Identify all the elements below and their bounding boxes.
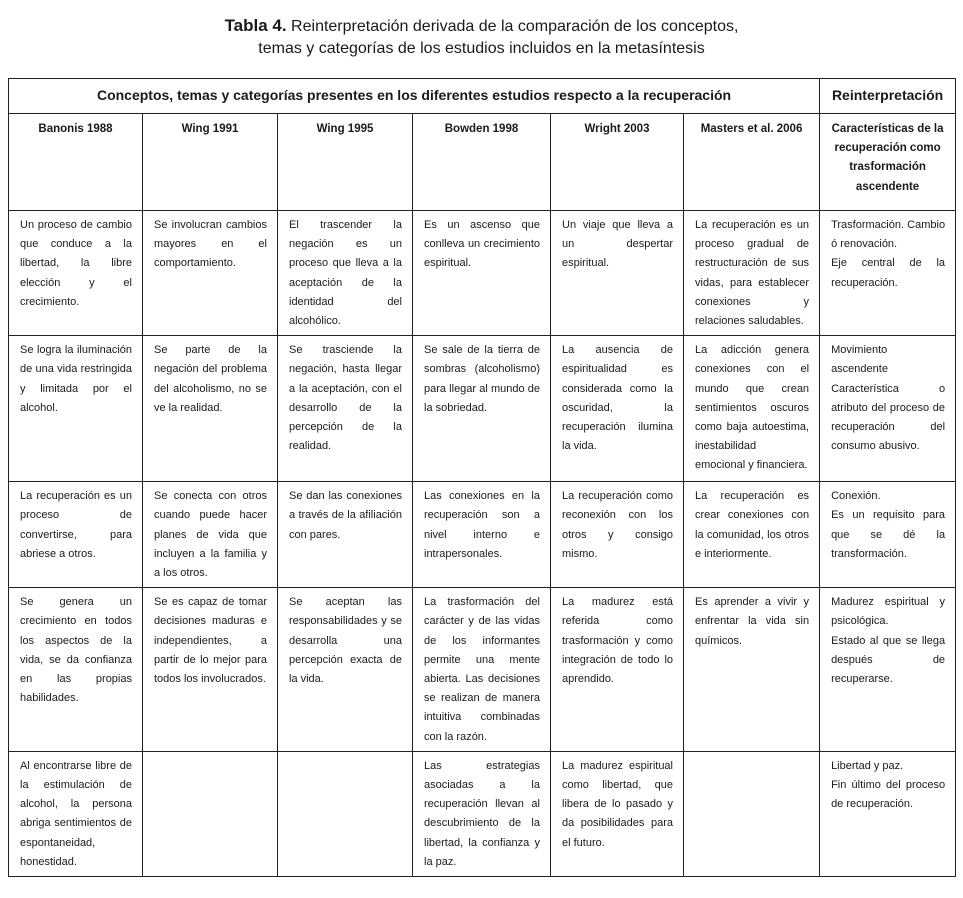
table-cell: La adicción genera conexiones con el mundo que crean sentimientos oscuros como baja autoestima, inestabilidad emocional y financiera. [684,336,820,482]
caption-label: Tabla 4. [224,16,287,35]
reinterpretation-cell [820,211,956,336]
table-row [9,482,956,588]
table-cell: La recuperación es un proceso de convertirse, para abriese a otros. [9,482,143,588]
column-header: Wing 1995 [278,114,413,211]
table-cell: Se sale de la tierra de sombras (alcoholismo) para llegar al mundo de la sobriedad. [413,336,551,482]
reinterpretation-category: Madurez espiritual y psicológica. [831,596,946,628]
table-cell: La recuperación es crear conexiones con la comunidad, los otros e interiormente. [684,482,820,588]
table-cell: La ausencia de espiritualidad es considerada como la oscuridad, la recuperación ilumina la vida. [551,336,684,482]
caption-line-2: temas y categorías de los estudios incluidos en la metasíntesis [258,40,705,57]
column-header: Masters et al. 2006 [684,114,820,211]
reinterpretation-cell [820,588,956,752]
table-cell: La recuperación es un proceso gradual de restructuración de sus vidas, para establecer conexiones y relaciones saludables. [684,211,820,336]
column-header: Wright 2003 [551,114,684,211]
table-cell: Es aprender a vivir y enfrentar la vida sin químicos. [684,588,820,752]
table-cell: El trascender la negación es un proceso que lleva a la aceptación de la identidad del alcohólico. [278,211,413,336]
table-cell [143,751,278,876]
table-cell: Se genera un crecimiento en todos los aspectos de la vida, se da confianza en las propias habilidades. [9,588,143,752]
caption-title-part1: Reinterpretación derivada de la comparación de los conceptos, [286,18,739,35]
reinterpretation-header: Reinterpretación [820,79,956,114]
table-cell: Se conecta con otros cuando puede hacer planes de vida que incluyen a la familia y a los otros. [143,482,278,588]
table-row [9,588,956,752]
reinterpretation-detail: Eje central de la recuperación. [831,257,946,289]
reinterpretation-category: Libertad y paz. [831,759,904,772]
column-header: Características de la recuperación como trasformación ascendente [820,114,956,211]
column-header: Bowden 1998 [413,114,551,211]
table-row [9,211,956,336]
reinterpretation-category: Conexión. [831,490,881,503]
column-header: Wing 1991 [143,114,278,211]
table-row [9,336,956,482]
caption-line-1 [0,15,963,38]
table-cell: Un proceso de cambio que conduce a la libertad, la libre elección y el crecimiento. [9,211,143,336]
table-row [9,751,956,876]
reinterpretation-detail: Es un requisito para que se dé la transformación. [831,509,946,560]
table-cell: Se trasciende la negación, hasta llegar a la aceptación, con el desarrollo de la percepción de la realidad. [278,336,413,482]
reinterpretation-cell [820,482,956,588]
reinterpretation-detail: Fin último del proceso de recuperación. [831,779,946,811]
table-cell: La recuperación como reconexión con los otros y consigo mismo. [551,482,684,588]
table-cell [684,751,820,876]
table-cell: Se aceptan las responsabilidades y se desarrolla una percepción exacta de la vida. [278,588,413,752]
reinterpretation-category: Movimiento ascendente [831,344,888,376]
table-caption [0,15,963,60]
reinterpretation-category: Trasformación. Cambio ó renovación. [831,219,946,251]
table-cell: La trasformación del carácter y de las vidas de los informantes permite una mente abierta. Las decisiones se realizan de manera intuitiva combinadas con la razón. [413,588,551,752]
table-cell: Es un ascenso que conlleva un crecimiento espiritual. [413,211,551,336]
table-cell: La madurez está referida como trasformación y como integración de todo lo aprendido. [551,588,684,752]
table-cell: Se dan las conexiones a través de la afiliación con pares. [278,482,413,588]
table-cell: Las conexiones en la recuperación son a nivel interno e intrapersonales. [413,482,551,588]
table-cell: Se parte de la negación del problema del alcoholismo, no se ve la realidad. [143,336,278,482]
reinterpretation-cell [820,336,956,482]
table-cell [278,751,413,876]
reinterpretation-detail: Característica o atributo del proceso de recuperación del consumo abusivo. [831,382,946,453]
table-cell: La madurez espiritual como libertad, que libera de lo pasado y da posibilidades para el futuro. [551,751,684,876]
table-cell: Un viaje que lleva a un despertar espiritual. [551,211,684,336]
reinterpretation-detail: Estado al que se llega después de recuperarse. [831,634,946,686]
table-cell: Se logra la iluminación de una vida restringida y limitada por el alcohol. [9,336,143,482]
reinterpretation-table [8,78,956,877]
table-cell: Se es capaz de tomar decisiones maduras e independientes, a partir de lo mejor para todos los involucrados. [143,588,278,752]
table-cell: Se involucran cambios mayores en el comportamiento. [143,211,278,336]
group-header: Conceptos, temas y categorías presentes en los diferentes estudios respecto a la recuperación [9,79,820,114]
reinterpretation-cell [820,751,956,876]
table-cell: Al encontrarse libre de la estimulación de alcohol, la persona abriga sentimientos de espontaneidad, honestidad. [9,751,143,876]
column-header: Banonis 1988 [9,114,143,211]
table-cell: Las estrategias asociadas a la recuperación llevan al descubrimiento de la libertad, la confianza y la paz. [413,751,551,876]
